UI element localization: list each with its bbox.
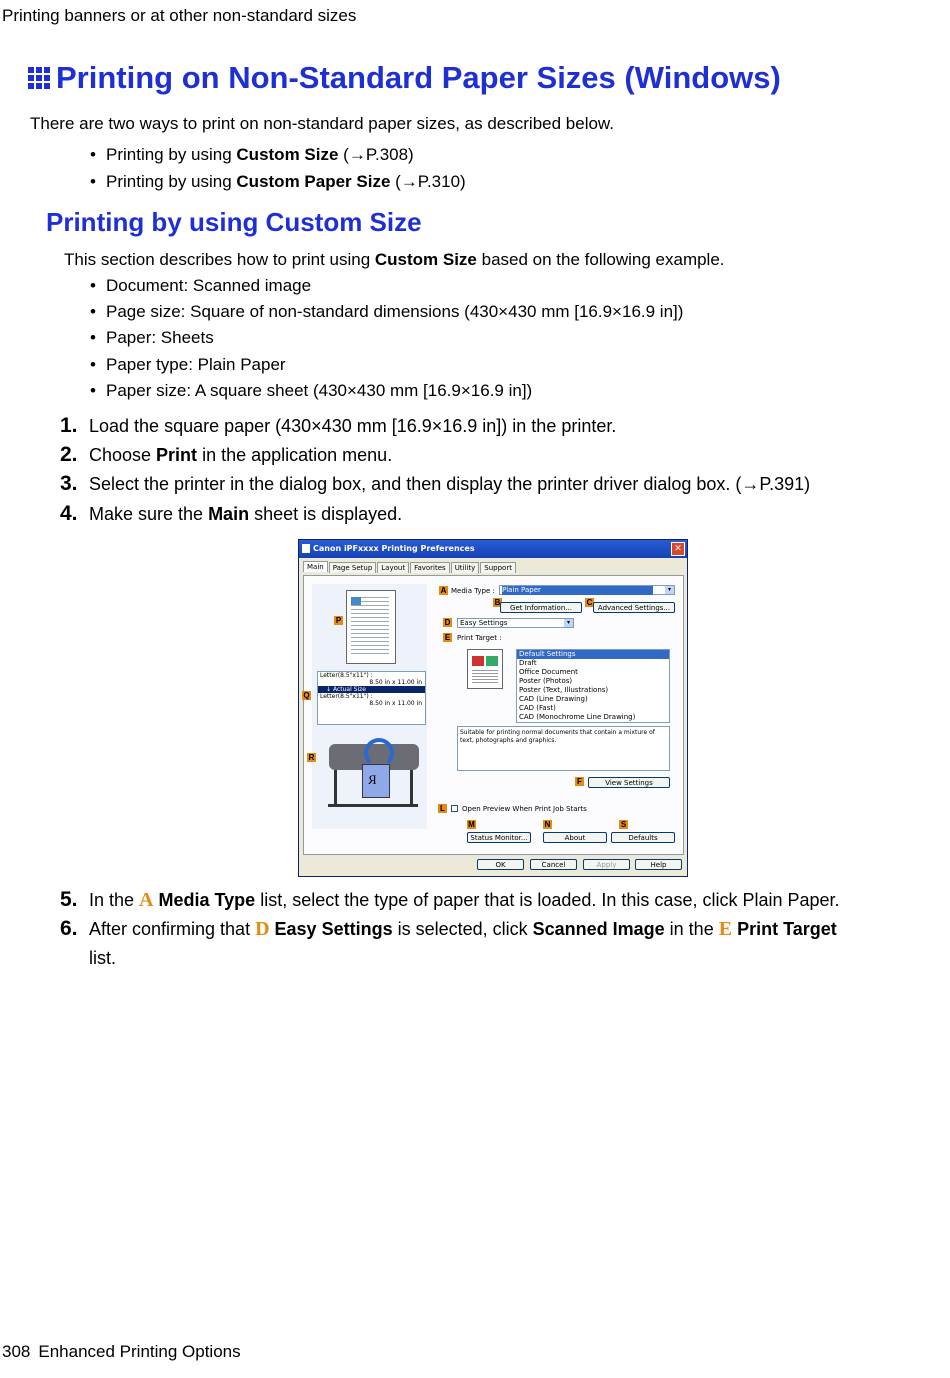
print-target-list[interactable] [516,649,670,723]
chevron-down-icon: ▾ [665,586,674,594]
label-m: M [468,820,475,829]
help-button[interactable]: Help [635,859,682,870]
dialog-titlebar [299,540,687,558]
label-d: D [444,618,451,627]
printer-icon [302,544,310,553]
defaults-button[interactable]: Defaults [611,832,675,843]
running-header: Printing banners or at other non-standard sizes [2,6,357,25]
tab-bar [303,562,517,573]
printing-preferences-dialog [298,539,688,877]
list-item[interactable]: Poster (Text, Illustrations) [519,686,609,694]
close-button[interactable]: ✕ [671,542,685,556]
print-target-preview [467,649,503,689]
step-continuation: list. [89,948,116,968]
advanced-settings-button[interactable]: Advanced Settings... [593,602,675,613]
tab-main[interactable]: Main [303,561,328,572]
tab-utility[interactable]: Utility [451,562,480,573]
main-panel [303,575,684,855]
tab-support[interactable]: Support [480,562,516,573]
page-footer [2,1342,241,1362]
about-button[interactable]: About [543,832,607,843]
section-description: This section describes how to print using Custom Size based on the following example. [64,250,725,269]
label-a: A [440,586,447,595]
label-e: E [444,633,451,642]
list-item[interactable]: Poster (Photos) [519,677,573,685]
view-settings-button[interactable]: View Settings [588,777,670,788]
label-r: R [308,753,315,762]
ok-button[interactable]: OK [477,859,524,870]
label-s: S [620,820,627,829]
list-item: • Printing by using Custom Paper Size (→P.310) [106,172,466,192]
open-preview-label: Open Preview When Print Job Starts [462,805,587,813]
actual-size-row: ↓ Actual Size [318,686,425,693]
label-b: B [494,598,501,607]
list-item[interactable]: CAD (Monochrome Line Drawing) [519,713,636,721]
step: 2. Choose Print in the application menu. [60,443,393,466]
apply-button[interactable]: Apply [583,859,630,870]
get-information-button[interactable]: Get Information... [500,602,582,613]
step: 3. Select the printer in the dialog box, and then display the printer driver dialog box. (→P.391) [60,472,811,495]
list-item[interactable]: Office Document [519,668,578,676]
step: 6. After confirming that D Easy Settings is selected, click Scanned Image in the E Print Target [60,917,837,940]
label-l: L [438,804,447,813]
open-preview-checkbox[interactable] [451,805,458,812]
label-c: C [586,598,593,607]
label-q: Q [303,691,310,700]
step: 1. Load the square paper (430×430 mm [16.9×16.9 in]) in the printer. [60,414,617,437]
example-item: • Page size: Square of non-standard dimensions (430×430 mm [16.9×16.9 in]) [106,302,683,322]
list-item[interactable]: Default Settings [517,650,669,659]
page-number: 308 [2,1342,31,1361]
media-type-label: Media Type : [451,587,495,595]
grid-icon [28,67,50,89]
tab-layout[interactable]: Layout [377,562,409,573]
example-item: • Paper: Sheets [106,328,214,348]
step: 5. In the A Media Type list, select the type of paper that is loaded. In this case, click Plain Paper. [60,888,840,911]
example-item: • Paper type: Plain Paper [106,355,286,375]
chevron-down-icon: ▾ [564,619,573,627]
printer-illustration: R [324,736,424,811]
tab-page-setup[interactable]: Page Setup [329,562,377,573]
example-item: • Paper size: A square sheet (430×430 mm [16.9×16.9 in]) [106,381,532,401]
cancel-button[interactable]: Cancel [530,859,577,870]
media-type-select[interactable]: Plain Paper ▾ [499,585,675,595]
intro-text: There are two ways to print on non-standard paper sizes, as described below. [30,114,614,133]
label-n: N [544,820,551,829]
list-item[interactable]: Draft [519,659,537,667]
easy-settings-select[interactable]: Easy Settings ▾ [457,618,574,628]
page-title [28,60,781,96]
description-box: Suitable for printing normal documents that contain a mixture of text, photographs and graphics. [457,726,670,771]
label-p: P [335,616,342,625]
status-monitor-button[interactable]: Status Monitor... [467,832,531,843]
list-item: • Printing by using Custom Size (→P.308) [106,145,414,165]
example-item: • Document: Scanned image [106,276,311,296]
list-item[interactable]: CAD (Line Drawing) [519,695,588,703]
section-title: Printing by using Custom Size [46,207,422,237]
size-info: Letter(8.5"x11") : 8.50 in x 11.00 in ↓ Actual Size Letter(8.5"x11") : 8.50 in x 11.00 in [317,671,426,725]
tab-favorites[interactable]: Favorites [410,562,450,573]
label-f: F [575,777,584,786]
print-target-label: Print Target : [457,634,502,642]
page-title-text: Printing on Non-Standard Paper Sizes (Windows) [56,60,781,95]
page-preview [346,590,396,664]
list-item[interactable]: CAD (Fast) [519,704,556,712]
dialog-title: Canon iPFxxxx Printing Preferences [313,544,475,553]
step: 4. Make sure the Main sheet is displayed. [60,502,403,525]
footer-section: Enhanced Printing Options [38,1342,241,1361]
